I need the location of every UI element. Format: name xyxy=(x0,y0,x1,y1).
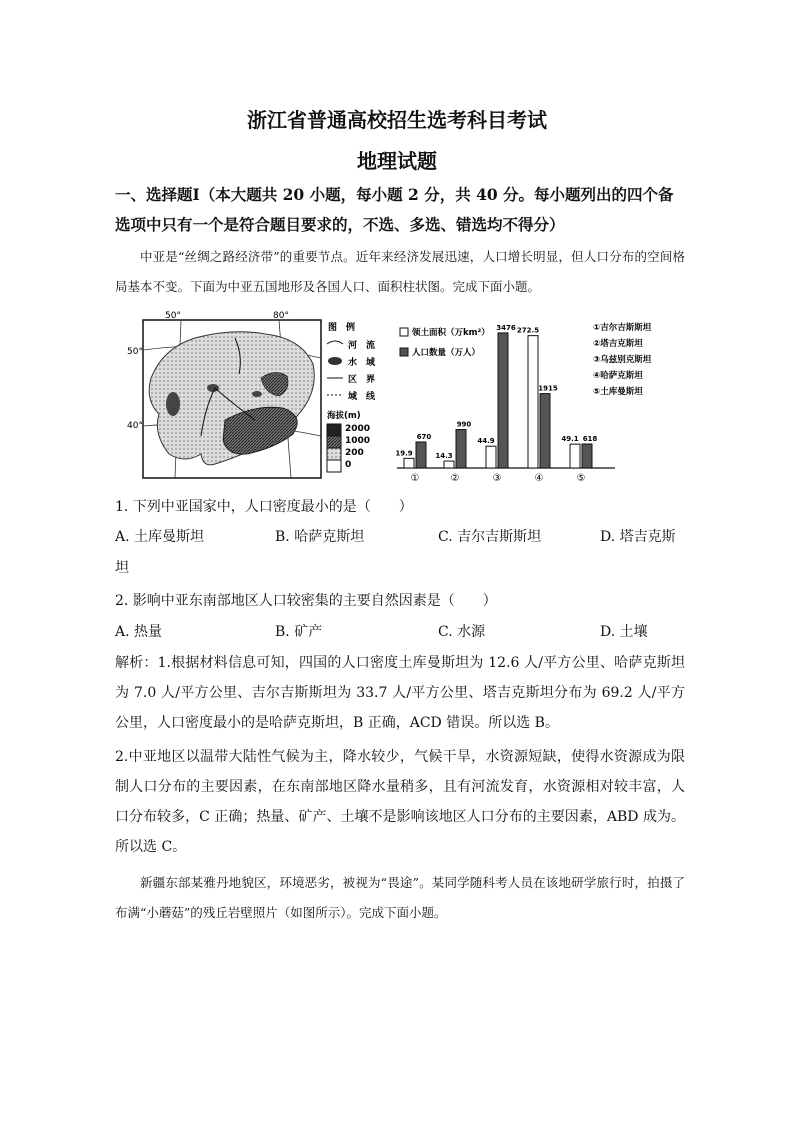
chart-legend-population-swatch xyxy=(400,348,408,356)
bar-population-1 xyxy=(416,442,426,468)
bar-area-5 xyxy=(570,444,580,468)
legend-area-line: 域 线 xyxy=(348,392,376,402)
country-legend-1: ①吉尔吉斯斯坦 xyxy=(593,323,652,333)
label-area-2: 14.3 xyxy=(435,452,453,461)
country-legend-5: ⑤土库曼斯坦 xyxy=(593,387,643,397)
map-legend-title: 图 例 xyxy=(328,323,356,333)
category-label-1: ① xyxy=(410,473,420,484)
elevation-swatch-2000 xyxy=(327,424,341,436)
label-population-2: 990 xyxy=(456,420,472,429)
river-symbol xyxy=(327,341,343,344)
q1-option-b: B. 哈萨克斯坦 xyxy=(275,529,365,545)
label-population-5: 618 xyxy=(582,434,598,443)
bar-population-4 xyxy=(540,394,550,468)
map-legend xyxy=(327,321,376,472)
water-symbol xyxy=(328,357,342,365)
q2-option-d: D. 土壤 xyxy=(600,624,648,640)
q1-option-d: D. 塔吉克斯 xyxy=(600,529,676,545)
q1-option-a: A. 土库曼斯坦 xyxy=(115,529,205,545)
question-1-stem: 1. 下列中亚国家中，人口密度最小的是（ ） xyxy=(115,499,413,515)
lat-label-50: 50° xyxy=(127,347,143,357)
lon-label-50: 50° xyxy=(165,311,181,321)
bar-population-2 xyxy=(456,430,466,468)
country-legend-2: ②塔吉克斯坦 xyxy=(593,339,643,349)
country-legend-4: ④哈萨克斯坦 xyxy=(593,371,643,381)
figure-map-and-chart xyxy=(115,308,685,488)
legend-river: 河 流 xyxy=(348,341,376,351)
label-area-5: 49.1 xyxy=(561,435,579,444)
category-label-4: ④ xyxy=(534,473,544,484)
material-paragraph-2: 新疆东部某雅丹地貌区，环境恶劣，被视为“畏途”。某同学随科考人员在该地研学旅行时，拍摄了布满“小蘑菇”的残丘岩壁照片（如图所示）。完成下面小题。 xyxy=(115,875,685,920)
elevation-1000: 1000 xyxy=(345,436,371,446)
material-paragraph-1: 中亚是“丝绸之路经济带”的重要节点。近年来经济发展迅速，人口增长明显，但人口分布的空间格局基本不变。下面为中亚五国地形及各国人口、面积柱状图。完成下面小题。 xyxy=(115,249,685,294)
elevation-swatch-200 xyxy=(327,448,341,460)
q1-option-d-wrap: 坦 xyxy=(115,560,129,576)
lon-label-80: 80° xyxy=(273,311,289,321)
elevation-swatch-1000 xyxy=(327,436,341,448)
terrain-map xyxy=(143,320,321,478)
bar-area-3 xyxy=(486,446,496,468)
label-area-4: 272.5 xyxy=(516,326,540,335)
chart-legend-area: 领土面积（万km²） xyxy=(412,328,490,338)
chart-legend-population: 人口数量（万人） xyxy=(412,348,481,358)
country-legend-3: ③乌兹别克斯坦 xyxy=(593,355,652,365)
label-population-3: 3476 xyxy=(496,323,516,332)
country-legend xyxy=(593,322,652,397)
elevation-swatch-0 xyxy=(327,460,341,472)
bar-population-3 xyxy=(498,333,508,468)
lat-label-40: 40° xyxy=(127,421,143,431)
page-title: 浙江省普通高校招生选考科目考试 xyxy=(247,108,547,132)
elevation-2000: 2000 xyxy=(345,424,371,434)
chart-legend-area-swatch xyxy=(400,328,408,336)
section-header: 一、选择题Ⅰ（本大题共 20 小题，每小题 2 分，共 40 分。每小题列出的四个备选项中只有一个是符合题目要求的，不选、多选、错选均不得分） xyxy=(115,185,674,234)
category-label-3: ③ xyxy=(492,473,502,484)
elevation-200: 200 xyxy=(345,448,364,458)
q2-option-c: C. 水源 xyxy=(438,624,486,640)
label-population-4: 1915 xyxy=(538,384,558,393)
elevation-0: 0 xyxy=(345,460,352,470)
analysis-1: 解析：1.根据材料信息可知，四国的人口密度土库曼斯坦为 12.6 人/平方公里、哈萨克斯坦为 7.0 人/平方公里、吉尔吉斯斯坦为 33.7 人/平方公里、塔吉克斯坦分布为 69.2 人/平方公里，人口密度最小的是哈萨克斯坦，B 正确，ACD 错误。所以选 B。 xyxy=(115,655,685,731)
bar-area-1 xyxy=(404,458,414,468)
bar-area-2 xyxy=(444,461,454,468)
analysis-2: 2.中亚地区以温带大陆性气候为主，降水较少，气候干旱，水资源短缺，使得水资源成为限制人口分布的主要因素，在东南部地区降水量稍多，且有河流发育，水资源相对较丰富，人口分布较多，C 正确；热量、矿产、土壤不是影响该地区人口分布的主要因素，ABD 成为。所以选 C。 xyxy=(115,749,685,855)
label-population-1: 670 xyxy=(416,432,432,441)
page-subtitle: 地理试题 xyxy=(357,149,437,173)
q2-option-b: B. 矿产 xyxy=(275,624,323,640)
q1-option-c: C. 吉尔吉斯斯坦 xyxy=(438,529,542,545)
bar-chart xyxy=(395,324,615,484)
bar-area-4 xyxy=(528,336,538,468)
label-area-3: 44.9 xyxy=(477,437,495,446)
bar-population-5 xyxy=(582,444,592,468)
q2-option-a: A. 热量 xyxy=(115,624,163,640)
legend-boundary: 区 界 xyxy=(348,375,376,385)
question-2-stem: 2. 影响中亚东南部地区人口较密集的主要自然因素是（ ） xyxy=(115,593,497,609)
legend-water: 水 域 xyxy=(348,358,376,368)
elevation-title: 海拔(m) xyxy=(327,411,361,421)
category-label-2: ② xyxy=(450,473,460,484)
category-label-5: ⑤ xyxy=(576,473,586,484)
label-area-1: 19.9 xyxy=(395,449,413,458)
